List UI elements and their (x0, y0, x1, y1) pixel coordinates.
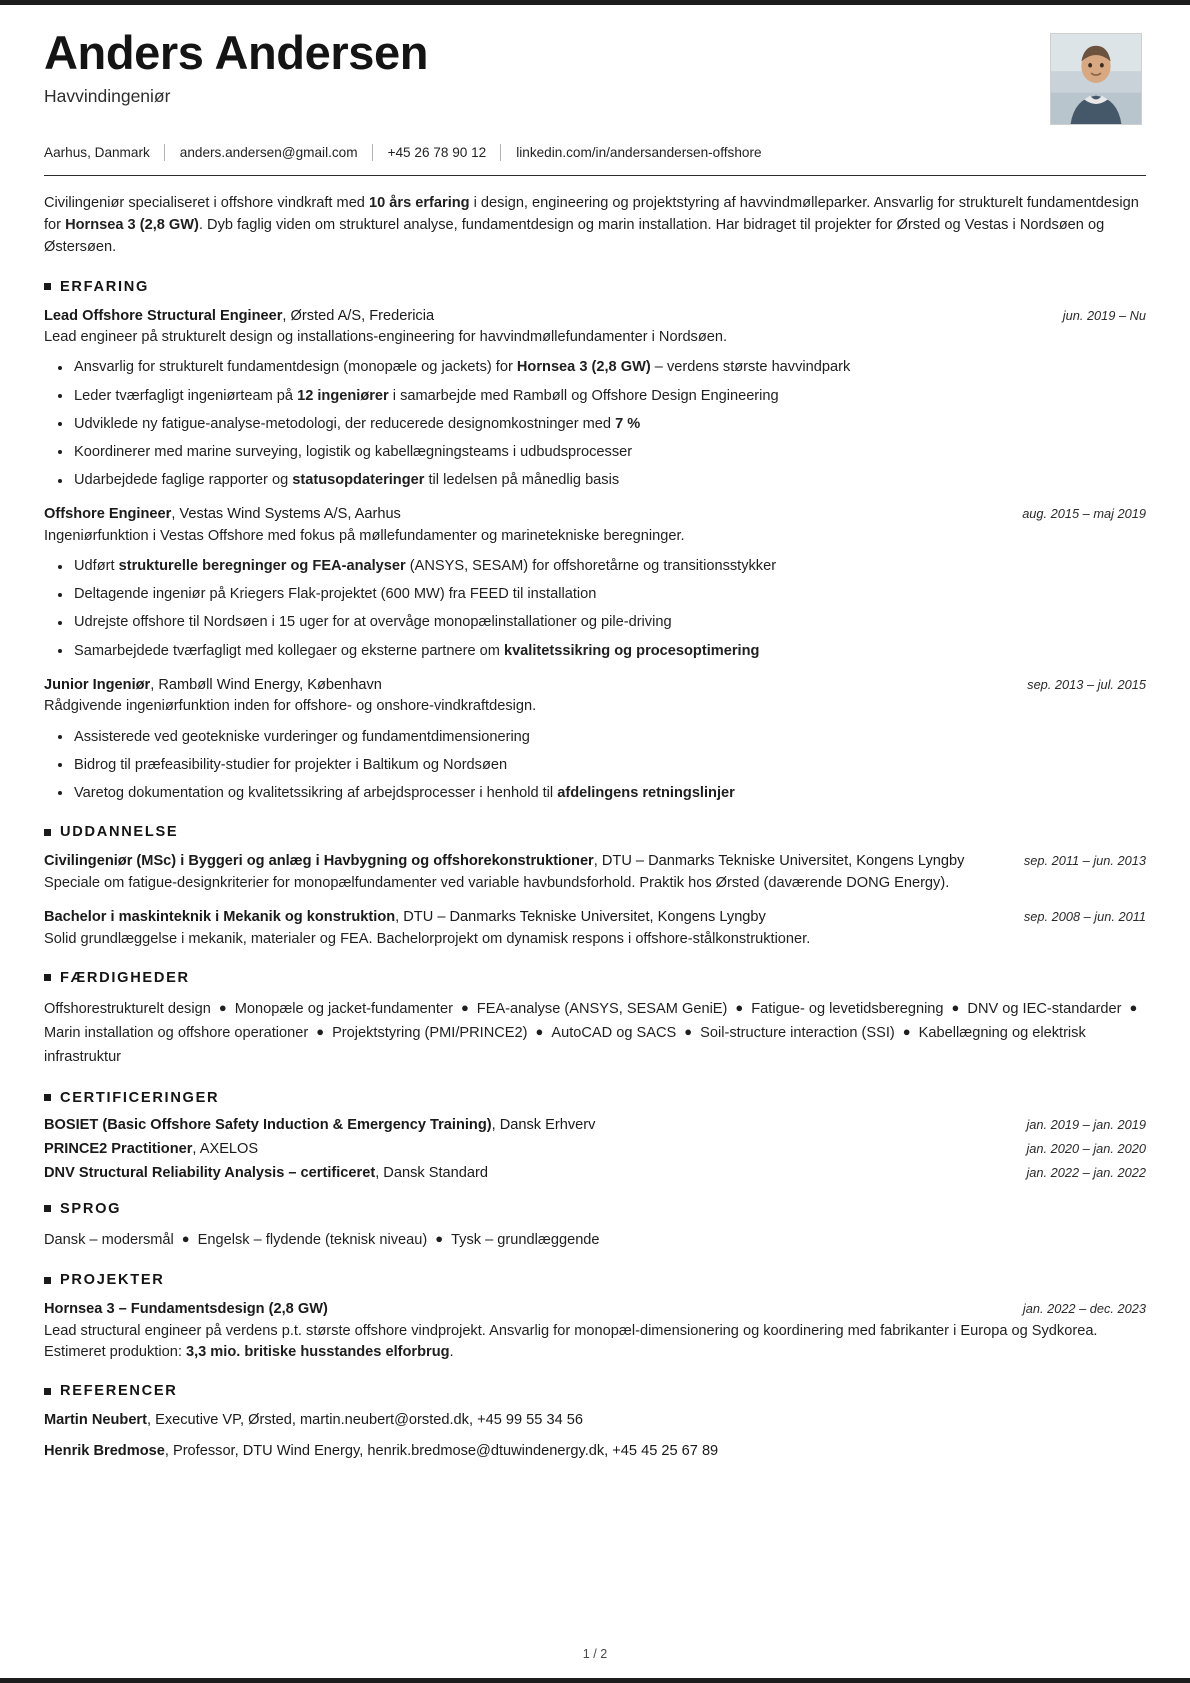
certification-row (44, 1117, 1146, 1133)
entry-header (44, 851, 1146, 872)
entry-description: Rådgivende ingeniørfunktion inden for offshore- og onshore-vindkraftdesign. (44, 698, 537, 715)
certification-date: jan. 2019 – jan. 2019 (1026, 1116, 1146, 1132)
separator-dot: ● (316, 1024, 325, 1040)
skill-item: Marin installation og offshore operationer (44, 1025, 309, 1042)
education-entry (44, 851, 1146, 894)
reference-row (44, 1410, 1146, 1431)
bullet-item: Udrejste offshore til Nordsøen i 15 uger for at overvåge monopælinstallationer og pile-driving (44, 612, 1146, 633)
entry-bullets (44, 727, 1146, 804)
section-title: PROJEKTER (60, 1272, 165, 1289)
separator-dot: ● (1129, 999, 1138, 1015)
certification-name: PRINCE2 Practitioner, AXELOS (44, 1140, 259, 1157)
bullet-item: Ansvarlig for strukturelt fundamentdesign (monopæle og jackets) for Hornsea 3 (2,8 GW) – verdens største havvindpark (44, 357, 1146, 378)
language-item: Tysk – grundlæggende (451, 1231, 600, 1248)
education-entries (44, 851, 1146, 950)
section-title: CERTIFICERINGER (60, 1089, 220, 1106)
section-header (44, 824, 1146, 840)
bullet-item: Udført strukturelle beregninger og FEA-analyser (ANSYS, SESAM) for offshoretårne og transitionsstykker (44, 556, 1146, 577)
page-footer (0, 1647, 1190, 1661)
entry-description: Ingeniørfunktion i Vestas Offshore med fokus på møllefundamenter og marinetekniske beregninger. (44, 527, 685, 544)
square-bullet-icon (44, 829, 51, 836)
bottom-rule (0, 1678, 1190, 1683)
entry-description: Lead engineer på strukturelt design og installations-engineering for havvindmøllefundamenter i Nordsøen. (44, 329, 728, 346)
project-entry (44, 1299, 1146, 1363)
entry-bullets (44, 357, 1146, 491)
section-header (44, 1201, 1146, 1217)
entry-bullets (44, 556, 1146, 662)
entry-header (44, 306, 1146, 327)
contact-linkedin[interactable]: linkedin.com/in/andersandersen-offshore (516, 145, 762, 160)
experience-entries (44, 306, 1146, 805)
resume-page (0, 5, 1190, 1462)
separator-dot: ● (181, 1230, 190, 1246)
section-title: ERFARING (60, 278, 150, 295)
contact-phone[interactable]: +45 26 78 90 12 (387, 145, 487, 160)
experience-entry (44, 306, 1146, 492)
experience-entry (44, 675, 1146, 804)
skill-item: FEA-analyse (ANSYS, SESAM GeniE) (476, 1000, 728, 1017)
languages-list (44, 1228, 1146, 1253)
skill-item: Soil-structure interaction (SSI) (700, 1025, 895, 1042)
entry-date: jan. 2022 – dec. 2023 (1022, 1301, 1146, 1317)
skill-item: AutoCAD og SACS (551, 1025, 677, 1042)
square-bullet-icon (44, 1388, 51, 1395)
entry-header (44, 675, 1146, 696)
section-title: REFERENCER (60, 1383, 178, 1400)
skill-item: DNV og IEC-standarder (967, 1000, 1122, 1017)
contact-location: Aarhus, Danmark (44, 145, 150, 160)
section-skills (44, 970, 1146, 1070)
entry-degree: Civilingeniør (MSc) i Byggeri og anlæg i Havbygning og offshorekonstruktioner, DTU – Danmarks Tekniske Universitet, Kongens Lyngby (44, 853, 965, 870)
entry-degree: Bachelor i maskinteknik i Mekanik og konstruktion, DTU – Danmarks Tekniske Universitet, Kongens Lyngby (44, 908, 766, 925)
entry-date: sep. 2013 – jul. 2015 (1027, 676, 1146, 692)
project-name: Hornsea 3 – Fundamentsdesign (2,8 GW) (44, 1301, 328, 1318)
skill-item: Fatigue- og levetidsberegning (751, 1000, 944, 1017)
contact-bar (44, 144, 1146, 161)
section-title: SPROG (60, 1200, 122, 1217)
section-experience (44, 279, 1146, 805)
entry-date: aug. 2015 – maj 2019 (1022, 506, 1146, 522)
square-bullet-icon (44, 283, 51, 290)
page-number: 1 / 2 (582, 1647, 608, 1661)
person-photo-icon (1051, 34, 1141, 124)
project-entries (44, 1299, 1146, 1363)
separator-dot: ● (535, 1024, 544, 1040)
reference-row (44, 1441, 1146, 1462)
bullet-item: Koordinerer med marine surveying, logistik og kabellægningsteams i udbudsprocesser (44, 442, 1146, 463)
section-projects (44, 1272, 1146, 1363)
section-header (44, 1272, 1146, 1288)
summary-paragraph: Civilingeniør specialiseret i offshore vindkraft med 10 års erfaring i design, engineering og projektstyring af havvindmølleparker. Ansvarlig for strukturelt fundamentdesign for Hornsea 3 (2,8 GW). Dyb faglig viden om strukturel analyse, fundamentdesign og marin installation. Har bidraget til projekter for Ørsted og Vestas i Nordsøen og Østersøen. (44, 195, 1139, 256)
square-bullet-icon (44, 1205, 51, 1212)
bullet-item: Samarbejdede tværfagligt med kollegaer og eksterne partnere om kvalitetssikring og procesoptimering (44, 641, 1146, 662)
square-bullet-icon (44, 974, 51, 981)
square-bullet-icon (44, 1277, 51, 1284)
entry-role: Junior Ingeniør, Rambøll Wind Energy, København (44, 676, 382, 693)
bullet-item: Varetog dokumentation og kvalitetssikring af arbejdsprocesser i henhold til afdelingens retningslinjer (44, 783, 1146, 804)
entry-date: sep. 2011 – jun. 2013 (1023, 853, 1146, 869)
entry-description: Speciale om fatigue-designkriterier for monopælfundamenter ved variable havbundsforhold. Praktik hos Ørsted (daværende DONG Energy). (44, 874, 950, 891)
contact-divider (372, 144, 373, 161)
section-header (44, 970, 1146, 986)
skill-item: Monopæle og jacket-fundamenter (234, 1000, 453, 1017)
avatar (1050, 33, 1142, 125)
certification-row (44, 1141, 1146, 1157)
certification-entries (44, 1117, 1146, 1181)
certification-row (44, 1165, 1146, 1181)
entry-description: Solid grundlæggelse i mekanik, materialer og FEA. Bachelorprojekt om dynamisk respons i offshore-stålkonstruktioner. (44, 930, 811, 947)
section-header (44, 279, 1146, 295)
contact-divider (500, 144, 501, 161)
bullet-item: Assisterede ved geotekniske vurderinger og fundamentdimensionering (44, 727, 1146, 748)
reference-entries (44, 1410, 1146, 1461)
separator-dot: ● (435, 1230, 444, 1246)
certification-name: DNV Structural Reliability Analysis – certificeret, Dansk Standard (44, 1164, 488, 1181)
entry-header (44, 907, 1146, 928)
bullet-item: Deltagende ingeniør på Kriegers Flak-projektet (600 MW) fra FEED til installation (44, 584, 1146, 605)
certification-name: BOSIET (Basic Offshore Safety Induction & Emergency Training), Dansk Erhverv (44, 1116, 596, 1133)
section-header (44, 1090, 1146, 1106)
separator-dot: ● (902, 1024, 911, 1040)
bullet-item: Udarbejdede faglige rapporter og statusopdateringer til ledelsen på månedlig basis (44, 470, 1146, 491)
contact-email[interactable]: anders.andersen@gmail.com (179, 145, 358, 160)
entry-role: Lead Offshore Structural Engineer, Ørsted A/S, Fredericia (44, 307, 435, 324)
section-header (44, 1383, 1146, 1399)
separator-dot: ● (218, 999, 227, 1015)
skill-item: Projektstyring (PMI/PRINCE2) (332, 1025, 528, 1042)
language-item: Dansk – modersmål (44, 1231, 174, 1248)
section-certifications (44, 1090, 1146, 1181)
square-bullet-icon (44, 1094, 51, 1101)
certification-date: jan. 2020 – jan. 2020 (1026, 1140, 1146, 1156)
bullet-item: Bidrog til præfeasibility-studier for projekter i Baltikum og Nordsøen (44, 755, 1146, 776)
bullet-item: Udviklede ny fatigue-analyse-metodologi, der reducerede designomkostninger med 7 % (44, 414, 1146, 435)
entry-date: sep. 2008 – jun. 2011 (1023, 908, 1146, 924)
language-item: Engelsk – flydende (teknisk niveau) (197, 1231, 428, 1248)
entry-description: Lead structural engineer på verdens p.t. største offshore vindprojekt. Ansvarlig for monopæl-dimensionering og koordinering med fabrikanter i Europa og Sydkorea. Estimeret produktion: 3,3 mio. britiske husstandes elforbrug. (44, 1323, 1098, 1361)
job-title: Havvindingeniør (44, 85, 171, 106)
contact-divider (164, 144, 165, 161)
separator-dot: ● (735, 999, 744, 1015)
separator-dot: ● (951, 999, 960, 1015)
entry-header (44, 504, 1146, 525)
section-education (44, 824, 1146, 950)
section-languages (44, 1201, 1146, 1253)
entry-header (44, 1299, 1146, 1320)
section-references (44, 1383, 1146, 1461)
separator-dot: ● (460, 999, 469, 1015)
skill-item: Kabellægning og elektrisk infrastruktur (44, 1025, 1086, 1066)
page-title: Anders Andersen (44, 26, 429, 79)
reference-name: Martin Neubert (44, 1412, 147, 1429)
section-title: UDDANNELSE (60, 824, 179, 841)
skill-item: Offshorestrukturelt design (44, 1000, 211, 1017)
reference-detail: , Executive VP, Ørsted, martin.neubert@orsted.dk, +45 99 55 34 56 (146, 1412, 583, 1429)
reference-name: Henrik Bredmose (44, 1442, 165, 1459)
header-text-block (44, 27, 1050, 108)
skills-list (44, 997, 1146, 1070)
entry-date: jun. 2019 – Nu (1062, 307, 1146, 323)
entry-role: Offshore Engineer, Vestas Wind Systems A/S, Aarhus (44, 506, 401, 523)
header-divider (44, 175, 1146, 176)
separator-dot: ● (684, 1024, 693, 1040)
experience-entry (44, 504, 1146, 662)
resume-header (44, 5, 1146, 125)
section-title: FÆRDIGHEDER (60, 969, 190, 986)
bullet-item: Leder tværfagligt ingeniørteam på 12 ingeniører i samarbejde med Rambøll og Offshore Design Engineering (44, 386, 1146, 407)
education-entry (44, 907, 1146, 950)
certification-date: jan. 2022 – jan. 2022 (1026, 1164, 1146, 1180)
reference-detail: , Professor, DTU Wind Energy, henrik.bredmose@dtuwindenergy.dk, +45 45 25 67 89 (164, 1442, 719, 1459)
